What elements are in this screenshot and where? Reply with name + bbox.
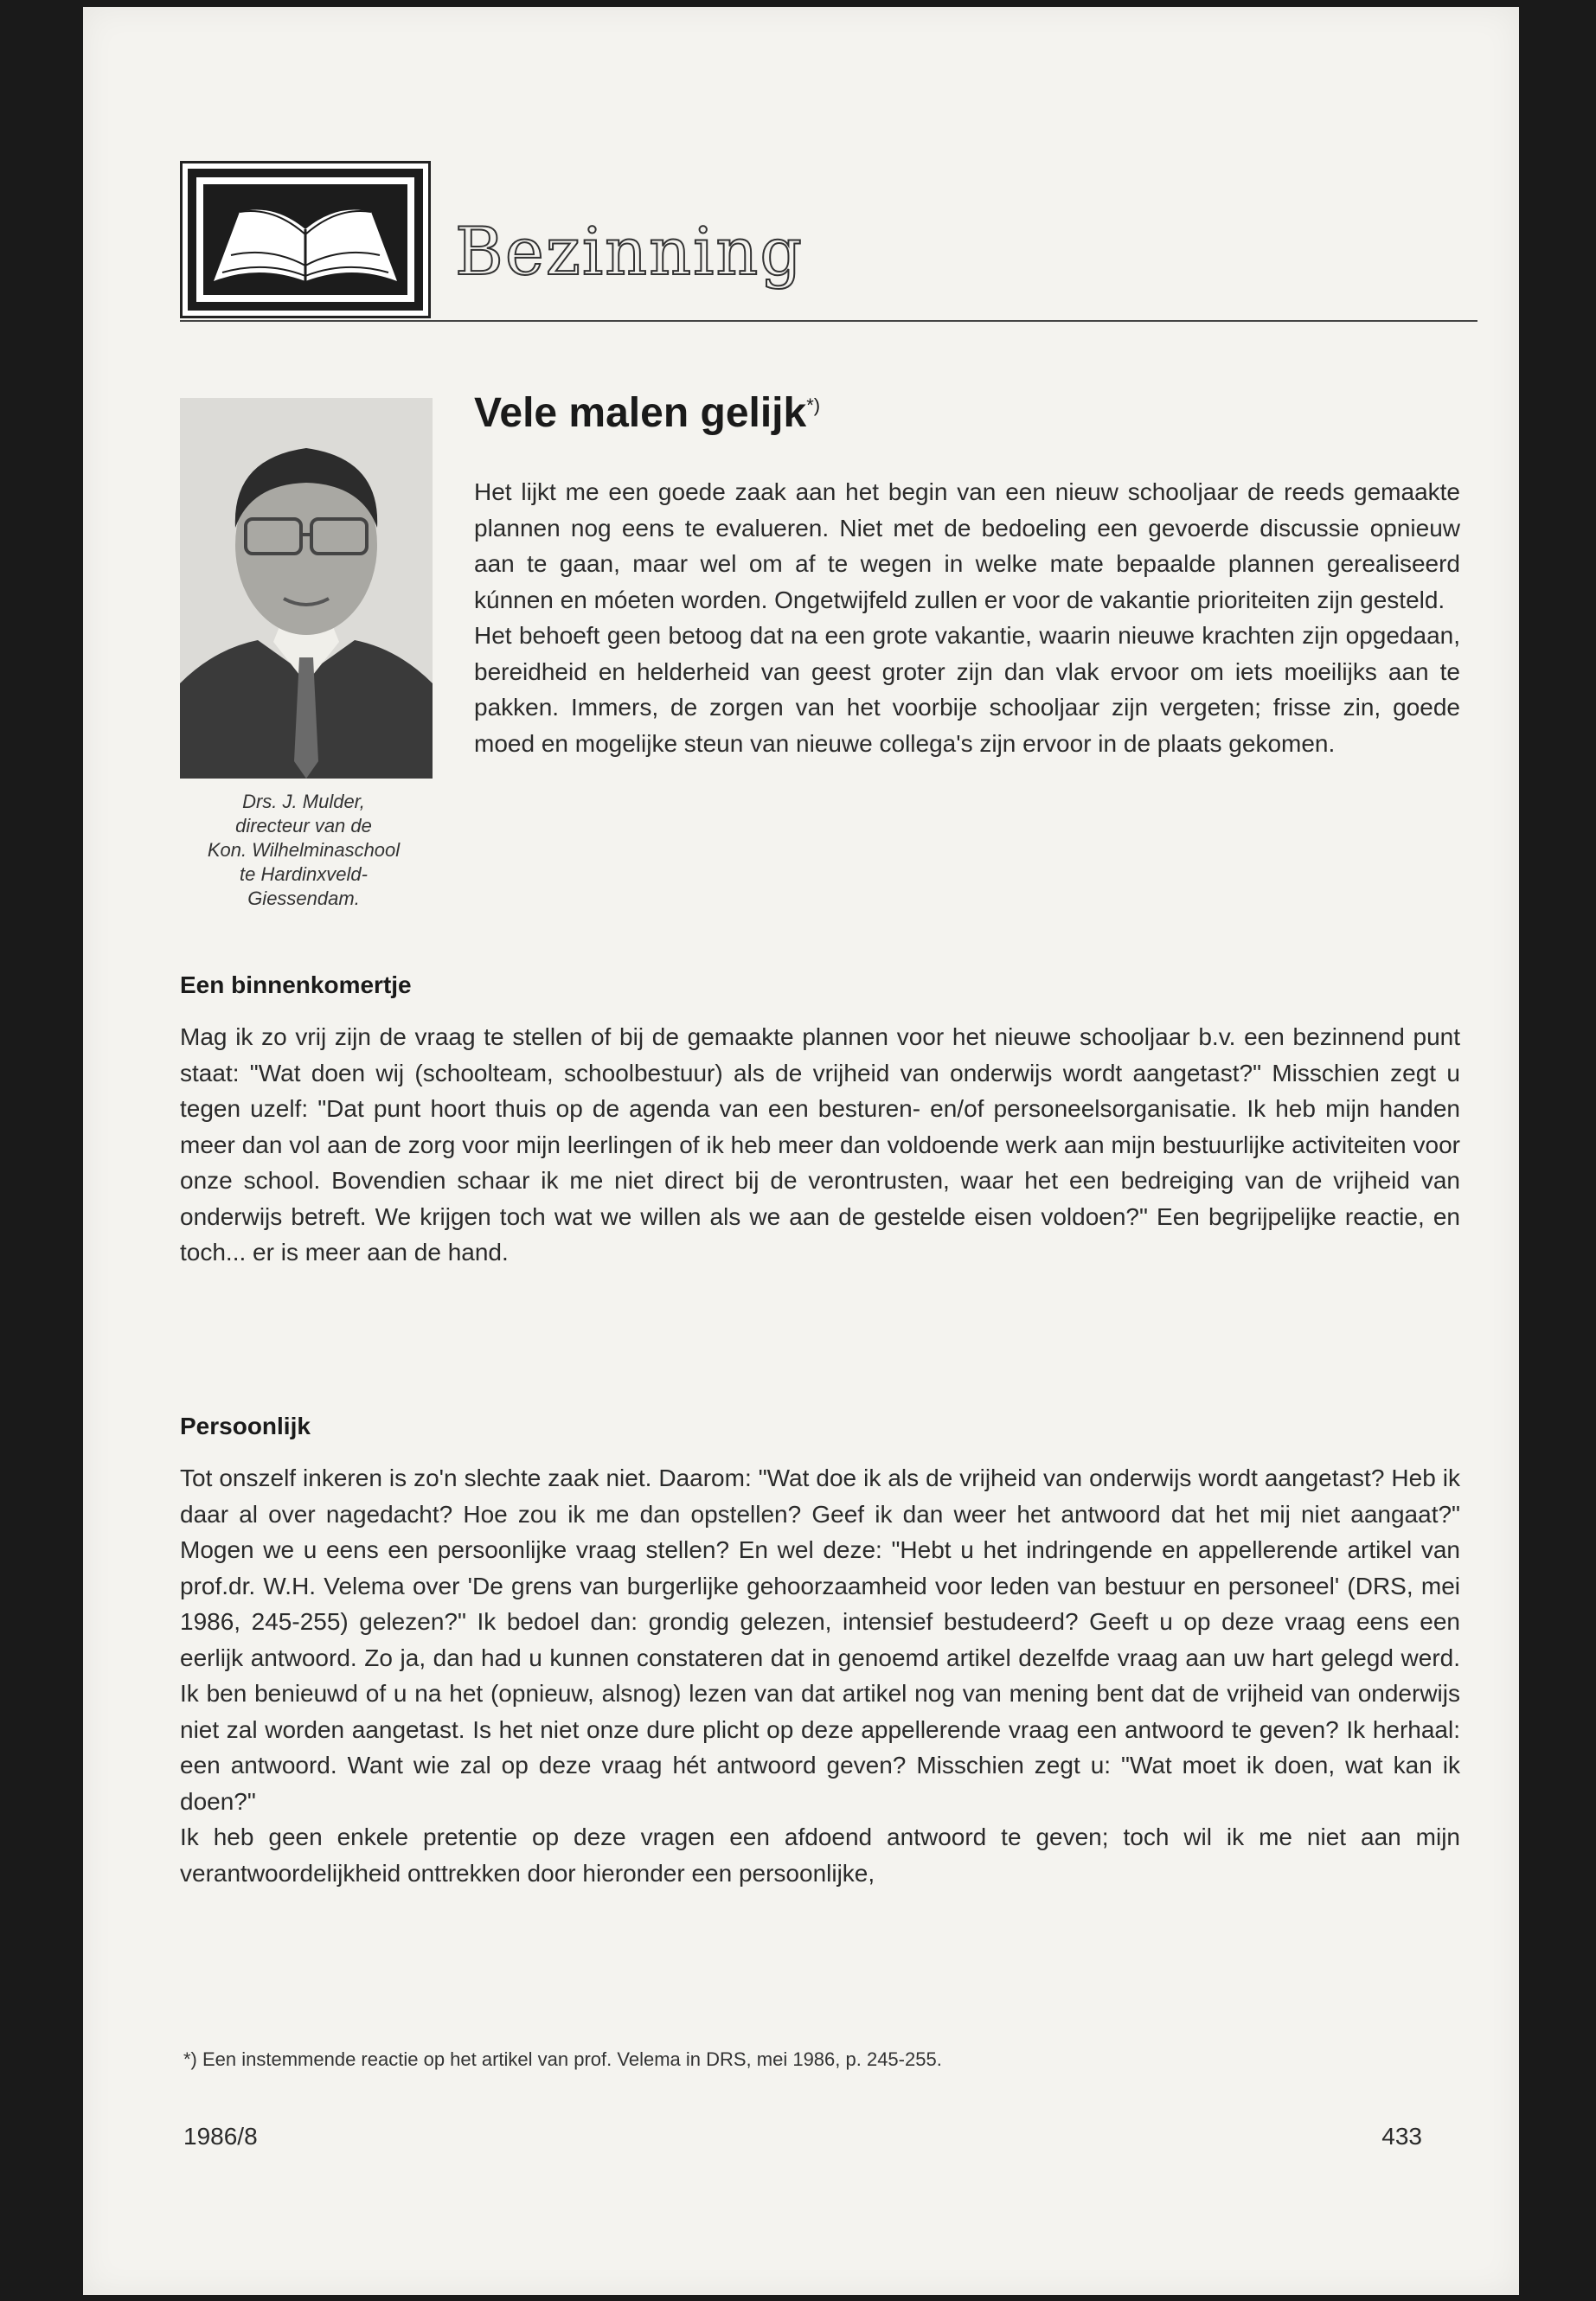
section-body: [180, 1019, 1460, 1271]
author-photo: [180, 398, 433, 779]
author-caption: [170, 790, 438, 911]
paragraph: Het lijkt me een goede zaak aan het begin van een nieuw schooljaar de reeds gemaakte plannen nog eens te evalueren. Niet met de bedoeling een gevoerde discussie opnieuw aan te gaan, maar wel om af te wegen in welke mate bepaalde plannen gerealiseerd kúnnen en móeten worden. Ongetwijfeld zullen er voor de vakantie prioriteiten zijn gesteld.: [474, 478, 1460, 613]
article-intro: [474, 474, 1460, 761]
paragraph: Tot onszelf inkeren is zo'n slechte zaak niet. Daarom: "Wat doe ik als de vrijheid van onderwijs wordt aangetast? Heb ik daar al over nagedacht? Hoe zou ik me dan opstellen? Geef ik dan weer het antwoord dat het mij niet aangaat?" Mogen we u eens een persoonlijke vraag stellen? En wel deze: "Hebt u het indringende en appellerende artikel van prof.dr. W.H. Velema over 'De grens van burgerlijke gehoorzaamheid voor leden van bestuur en personeel' (DRS, mei 1986, 245-255) gelezen?" Ik bedoel dan: grondig gelezen, intensief bestudeerd? Geeft u op deze vraag eens een eerlijk antwoord. Zo ja, dan had u kunnen constateren dat in genoemd artikel dezelfde vraag aan uw hart gelegd werd. Ik ben benieuwd of u na het (opnieuw, alsnog) lezen van dat artikel nog van mening bent dat de vrijheid van onderwijs niet zal worden aangetast. Is het niet onze dure plicht op deze appellerende vraag een antwoord te geven? Ik herhaal: een antwoord. Want wie zal op deze vraag hét antwoord geven? Misschien zegt u: "Wat moet ik doen, wat kan ik doen?": [180, 1465, 1460, 1815]
section-heading: Persoonlijk: [180, 1413, 311, 1439]
caption-line: Giessendam.: [247, 888, 360, 909]
caption-line: directeur van de: [235, 815, 372, 836]
issue-number: 1986/8: [183, 2123, 258, 2150]
paragraph: Mag ik zo vrij zijn de vraag te stellen of bij de gemaakte plannen voor het nieuwe schooljaar b.v. een bezinnend punt staat: "Wat doen wij (schoolteam, schoolbestuur) als de vrijheid van onderwijs wordt aangetast?" Misschien zegt u tegen uzelf: "Dat punt hoort thuis op de agenda van een besturen- en/of personeelsorganisatie. Ik heb mijn handen meer dan vol aan de zorg voor mijn leerlingen of ik heb meer dan voldoende werk aan mijn bestuurlijke activiteiten voor onze school. Bovendien schaar ik me niet direct bij de verontrusten, waar het een bedreiging van de vrijheid van onderwijs betreft. We krijgen toch wat we willen als we aan de gestelde eisen voldoen?" Een begrijpelijke reactie, en toch... er is meer aan de hand.: [180, 1023, 1460, 1266]
paragraph: Ik heb geen enkele pretentie op deze vragen een afdoend antwoord te geven; toch wil ik me niet aan mijn verantwoordelijkheid onttrekken door hieronder een persoonlijke,: [180, 1823, 1460, 1887]
header-divider: [180, 320, 1477, 322]
caption-line: Drs. J. Mulder,: [242, 791, 365, 812]
section-title: Bezinning: [455, 213, 804, 290]
article-title: [474, 389, 820, 437]
section-heading: Een binnenkomertje: [180, 971, 412, 998]
open-book-icon: [188, 169, 423, 311]
footnote: *) Een instemmende reactie op het artikel van prof. Velema in DRS, mei 1986, p. 245-255.: [183, 2048, 942, 2070]
page-number: 433: [1381, 2123, 1422, 2150]
paragraph: Het behoeft geen betoog dat na een grote vakantie, waarin nieuwe krachten zijn opgedaan, bereidheid en helderheid van geest groter zijn dan vlak ervoor om iets moeilijks aan te pakken. Immers, de zorgen van het voorbije schooljaar zijn vergeten; frisse zin, goede moed en mogelijke steun van nieuwe collega's zijn ervoor in de plaats gekomen.: [474, 622, 1460, 757]
footnote-marker: *): [806, 394, 821, 416]
section-body: [180, 1460, 1460, 1891]
magazine-page: [83, 7, 1519, 2295]
section-logo: [180, 161, 431, 318]
caption-line: te Hardinxveld-: [240, 863, 368, 885]
caption-line: Kon. Wilhelminaschool: [207, 839, 401, 861]
article-title-text: Vele malen gelijk: [474, 390, 807, 436]
